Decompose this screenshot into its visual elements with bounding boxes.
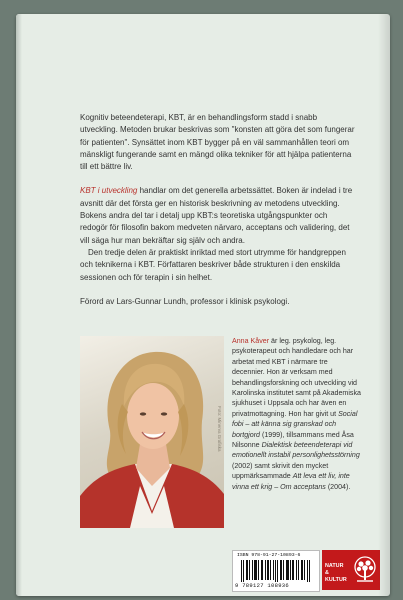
book-description-text: handlar om det generella arbetssättet. Boken är indelad i tre avsnitt där det första ger en historisk beskrivning av metodens utveckling. Bokens andra del tar i detalj upp KBT:s teoretiska utgångspunkter och redogör för filosofin bakom medveten närvaro, acceptans och validering, det vill säga hur man bekräftar sig själv och andra.: [80, 186, 353, 245]
bio-book-title: Att leva ett liv, inte vinna ett krig – Om acceptans: [232, 472, 350, 491]
book-title: KBT i utveckling: [80, 186, 138, 196]
author-bio: [232, 336, 362, 492]
spine-edge: [16, 14, 22, 596]
bio-book-title: Social fobi – att känna sig granskad och bortgjord: [232, 409, 358, 439]
author-portrait-image: [80, 336, 224, 528]
foreword-line: Förord av Lars-Gunnar Lundh, professor i klinisk psykologi.: [80, 296, 290, 306]
book-description-paragraph: [80, 185, 356, 246]
bio-text: (1999), tillsammans med Åsa Nilsonne: [232, 430, 354, 450]
publisher-name-line2: & KULTUR: [325, 570, 347, 583]
publisher-name-line1: NATUR: [325, 563, 344, 569]
bio-book-title: Dialektisk beteendeterapi vid emotionellt instabil personlighetsstörning: [232, 441, 360, 460]
intro-paragraph: Kognitiv beteendeterapi, KBT, är en behandlingsform stadd i snabb utveckling. Metoden brukar beskrivas som "konsten att göra det som fungerar för patienten". Synsättet inom KBT bygger på en väl sammanhållen teori om mänskligt fungerande samt en mängd olika tekniker för att hjälpa patienterna till ett bättre liv.: [80, 113, 355, 172]
bio-text: (2004).: [325, 482, 351, 491]
bio-text: är leg. psykolog, leg. psykoterapeut och handledare och har arbetat med KBT i närmare tre decennier. Hon är verksam med behandlingsforskning och utveckling vid Karolinska institutet samt på Akademiska sjukhuset i Uppsala och har även en privatmottagning. Hon har givit ut: [232, 337, 361, 418]
isbn-barcode: [232, 550, 320, 592]
bio-text: (2002) samt skrivit den mycket uppmärksammade: [232, 461, 329, 481]
publisher-logo: [322, 550, 380, 590]
author-photo: [80, 336, 224, 528]
third-part-paragraph: Den tredje delen är praktiskt inriktad med stort utrymme för handgreppen och teknikerna i KBT. Författaren beskriver både strukturen i den enskilda sessionen och för terapin i sin helhet.: [80, 247, 346, 282]
barcode-digits: 9 789127 108936: [235, 582, 290, 589]
tree-icon: [352, 556, 378, 584]
publisher-name: [325, 563, 351, 584]
barcode-bars: [241, 560, 313, 582]
back-cover: [16, 14, 390, 596]
blurb-text: [80, 112, 356, 320]
isbn-label: ISBN 978-91-27-10893-6: [237, 553, 301, 558]
author-name: Anna Kåver: [232, 337, 270, 345]
photo-credit: Foto: Minerva Grafiska: [217, 406, 222, 452]
